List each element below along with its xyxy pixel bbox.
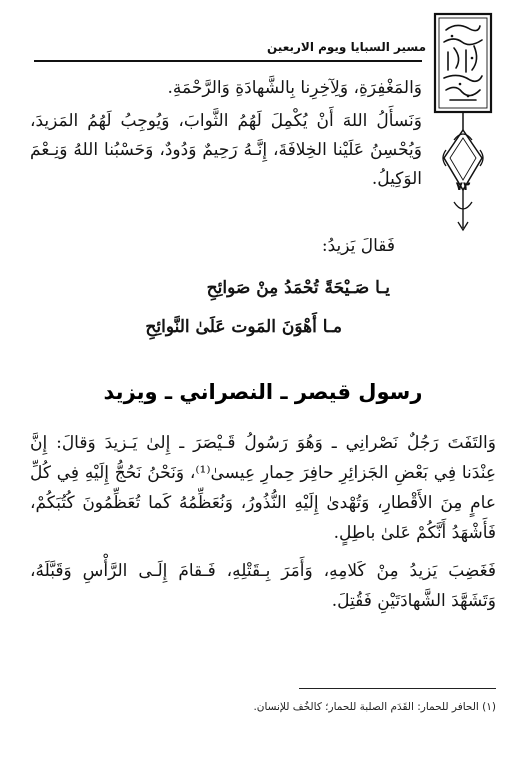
running-title: مسير السبايا ويوم الاربعين [267,40,426,54]
page-number: ٧٢ [455,179,471,193]
opening-text [30,74,422,194]
poem [30,271,390,344]
paragraph: وَالتَفَتَ رَجُلٌ نَصْرانِي ـ وَهُوَ رَسُولُ قَـيْصَرَ ـ إِلىٰ يَـزيدَ وَقالَ: إِنَّ عِنْدَنا فِي بَعْضِ الجَزائِرِ حافِرَ حِمارِ عِيسىٰ⁽¹⁾، وَنَحْنُ نَحُجُّ إِلَيْهِ فِي كُلِّ عامٍ مِنَ الأَقْطارِ، وَتُهْدىٰ إِلَيْهِ النُّذُورُ، وَنُعَظِّمُهُ كَما تُعَظِّمُونَ كُتُبَكُمْ، فَأَشْهَدُ أَنَّكُمْ عَلىٰ باطِلٍ. [30,433,496,543]
paragraph: وَالمَغْفِرَةِ، وَلِآخِرِنا بِالشَّهادَةِ وَالرَّحْمَةِ. [167,78,422,98]
section-heading: رسول قيصر ـ النصراني ـ ويزيد [103,380,423,404]
header-rule [34,60,422,62]
poem-verse: يـا صَـيْحَةً تُحْمَدُ مِنْ صَوائِحِ [206,278,390,298]
poem-intro-line: فَقالَ يَزيدُ: [321,236,395,256]
calligraphic-emblem-icon [432,12,494,240]
paragraph: فَغَضِبَ يَزيدُ مِنْ كَلامِهِ، وَأَمَرَ بِـقَتْلِهِ، فَـقامَ إِلَـى الرَّأْسِ وَقَبَّلَهُ، وَتَشَهَّدَ الشَّهادَتَيْنِ فَقُتِلَ. [30,561,496,611]
poem-verse: مـا أَهْوَنَ المَوت عَلَىٰ النَّوائِحِ [145,317,342,337]
paragraph: وَنَسأَلُ اللهَ أَنْ يُكْمِلَ لَهُمُ الثَّوابَ، وَيُوجِبُ لَهُمُ المَزيدَ، وَيُحْسِنُ عَلَيْنا الخِلافَةَ، إِنَّـهُ رَحِيمٌ وَدُودٌ، وَحَسْبُنا اللهُ وَنِـعْمَ الوَكِيلُ. [30,111,422,189]
poem-intro [30,232,395,261]
footnote-rule [299,688,496,689]
section-body [30,428,496,616]
footnote: (١) الحافر للحمار: القَدَم الصلبة للحمار؛ كالخُف للإنسان. [253,701,496,713]
